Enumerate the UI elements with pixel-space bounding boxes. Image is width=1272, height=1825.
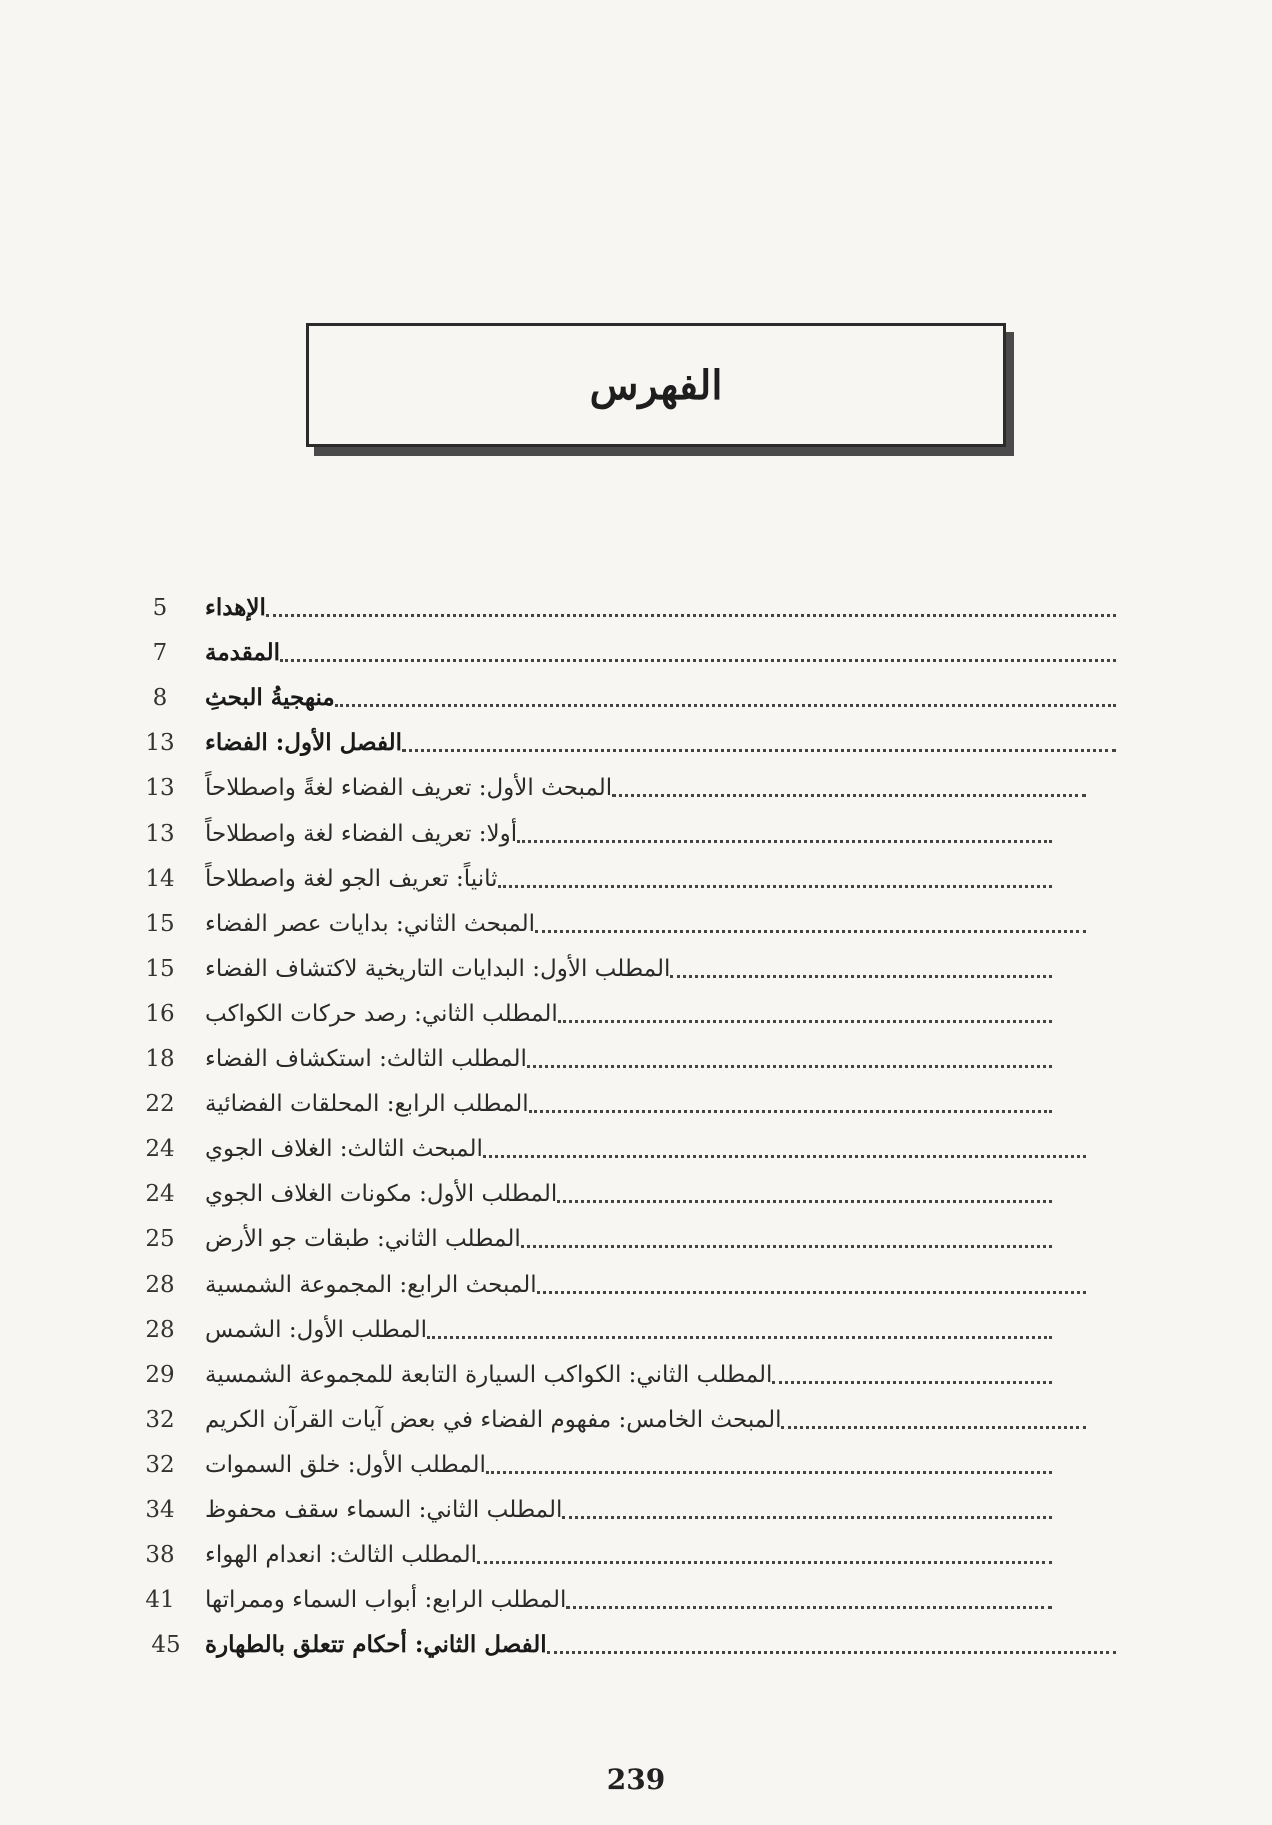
dot-leader — [266, 613, 1116, 617]
toc-entry-label: المطلب الثاني: طبقات جو الأرض — [205, 1226, 521, 1253]
dot-leader — [483, 1154, 1086, 1158]
dot-leader — [529, 1109, 1052, 1113]
dot-leader — [557, 1199, 1052, 1203]
toc-page-number: 14 — [145, 865, 175, 892]
toc-page-number: 13 — [145, 820, 175, 847]
dot-leader — [335, 703, 1116, 707]
toc-page-number: 22 — [145, 1091, 175, 1118]
dot-leader — [535, 929, 1086, 933]
toc-entry-label: المطلب الرابع: المحلقات الفضائية — [205, 1091, 529, 1118]
toc-entry — [205, 1446, 1062, 1484]
toc-entry — [205, 1311, 1062, 1349]
toc-entry — [205, 950, 1062, 988]
dot-leader — [402, 748, 1116, 752]
dot-leader — [781, 1425, 1086, 1429]
toc-row — [0, 856, 1272, 901]
dot-leader — [547, 1650, 1116, 1654]
toc-row — [0, 1036, 1272, 1081]
toc-row — [0, 1442, 1272, 1487]
toc-page-number: 18 — [145, 1046, 175, 1072]
toc-entry — [205, 1626, 1126, 1664]
toc-entry-label: المطلب الأول: البدايات التاريخية لاكتشاف الفضاء — [205, 955, 671, 982]
toc-row — [0, 765, 1272, 810]
toc-entry-label: ثانياً: تعريف الجو لغة واصطلاحاً — [205, 865, 498, 892]
toc-row — [0, 1081, 1272, 1126]
toc-page-number: 38 — [145, 1542, 175, 1569]
toc-entry-label: المطلب الثاني: رصد حركات الكواكب — [205, 1000, 558, 1027]
toc-page-number: 34 — [145, 1497, 175, 1523]
toc-entry — [205, 724, 1126, 762]
dot-leader — [517, 839, 1052, 843]
toc-entry — [205, 815, 1062, 853]
dot-leader — [498, 884, 1052, 888]
toc-row — [0, 1126, 1272, 1171]
toc-row — [0, 1262, 1272, 1307]
toc-entry — [205, 1581, 1062, 1619]
toc-page-number: 15 — [145, 955, 175, 982]
toc-row — [0, 675, 1272, 720]
toc-entry — [205, 1401, 1096, 1439]
toc-row — [0, 1352, 1272, 1397]
toc-row — [0, 1307, 1272, 1352]
toc-entry — [205, 905, 1096, 943]
toc-entry — [205, 1266, 1096, 1304]
toc-page-number: 15 — [145, 910, 175, 937]
toc-entry-label: منهجيةُ البحثِ — [205, 684, 335, 712]
dot-leader — [486, 1470, 1052, 1474]
toc-entry-label: الفصل الثاني: أحكام تتعلق بالطهارة — [205, 1631, 547, 1659]
toc-row — [0, 630, 1272, 675]
toc-page-number: 32 — [145, 1406, 175, 1433]
toc-entry-label: المطلب الثالث: انعدام الهواء — [205, 1542, 478, 1569]
toc-page-number: 25 — [145, 1226, 175, 1253]
dot-leader — [772, 1380, 1052, 1384]
toc-row — [0, 901, 1272, 946]
dot-leader — [521, 1244, 1052, 1248]
toc-entry — [205, 1536, 1062, 1574]
toc-entry-label: الفصل الأول: الفضاء — [205, 729, 403, 757]
toc-title: الفهرس — [589, 361, 723, 409]
toc-entry-label: المبحث الأول: تعريف الفضاء لغةً واصطلاحاً — [205, 775, 613, 802]
toc-title-box — [306, 323, 1006, 447]
toc-page-number: 13 — [145, 775, 175, 802]
toc-entry — [205, 1356, 1062, 1394]
toc-row — [0, 1397, 1272, 1442]
toc-entry — [205, 995, 1062, 1033]
toc-entry-label: الإهداء — [205, 594, 266, 621]
toc-entry — [205, 1175, 1062, 1213]
dot-leader — [477, 1560, 1052, 1564]
toc-entry-label: المبحث الثالث: الغلاف الجوي — [205, 1136, 483, 1163]
toc-row — [0, 1171, 1272, 1216]
toc-page-number: 29 — [145, 1361, 175, 1388]
toc-entry-label: المطلب الثاني: الكواكب السيارة التابعة للمجموعة الشمسية — [205, 1361, 773, 1388]
toc-entry-label: المطلب الثالث: استكشاف الفضاء — [205, 1046, 527, 1072]
toc-entry-label: المبحث الرابع: المجموعة الشمسية — [205, 1271, 537, 1298]
dot-leader — [566, 1605, 1052, 1609]
toc-row — [0, 1532, 1272, 1577]
toc-page-number: 7 — [152, 640, 168, 667]
toc-entry-label: أولا: تعريف الفضاء لغة واصطلاحاً — [205, 820, 518, 847]
toc-page-number: 5 — [152, 595, 168, 621]
page-number: 239 — [606, 1763, 666, 1796]
toc-row — [0, 1487, 1272, 1532]
toc-entry — [205, 1220, 1062, 1258]
toc-entry — [205, 1491, 1062, 1529]
toc-entry — [205, 769, 1096, 807]
toc-row — [0, 720, 1272, 765]
toc-row — [0, 1216, 1272, 1261]
toc-page-number: 16 — [145, 1000, 175, 1027]
toc-entry-label: المبحث الخامس: مفهوم الفضاء في بعض آيات القرآن الكريم — [205, 1406, 782, 1433]
dot-leader — [558, 1019, 1052, 1023]
dot-leader — [562, 1515, 1052, 1519]
toc-entry-label: المطلب الأول: الشمس — [205, 1316, 427, 1343]
toc-row — [0, 811, 1272, 856]
toc-entry-label: المطلب الثاني: السماء سقف محفوظ — [205, 1497, 563, 1523]
toc-page-number: 24 — [145, 1181, 175, 1208]
toc-page-number: 28 — [145, 1271, 175, 1298]
toc-page-number: 45 — [151, 1632, 181, 1659]
toc-row — [0, 1622, 1272, 1667]
dot-leader — [537, 1290, 1086, 1294]
toc-entry — [205, 1130, 1096, 1168]
toc-entry — [205, 1085, 1062, 1123]
dot-leader — [527, 1064, 1052, 1068]
toc-entry — [205, 679, 1126, 717]
toc-row — [0, 1577, 1272, 1622]
dot-leader — [670, 974, 1052, 978]
toc-entry-label: المطلب الأول: مكونات الغلاف الجوي — [205, 1181, 558, 1208]
toc-row — [0, 585, 1272, 630]
toc-page-number: 32 — [145, 1451, 175, 1478]
toc-page-number: 28 — [145, 1316, 175, 1343]
toc-page-number: 8 — [152, 685, 168, 712]
toc-page-number: 13 — [145, 730, 175, 757]
toc-entry-label: المقدمة — [205, 639, 281, 667]
toc-row — [0, 991, 1272, 1036]
toc-entry-label: المطلب الأول: خلق السموات — [205, 1451, 486, 1478]
toc-entry — [205, 634, 1126, 672]
toc-row — [0, 946, 1272, 991]
dot-leader — [427, 1335, 1052, 1339]
toc-entry-label: المبحث الثاني: بدايات عصر الفضاء — [205, 910, 536, 937]
toc-entry-label: المطلب الرابع: أبواب السماء وممراتها — [205, 1587, 567, 1614]
toc-entry — [205, 589, 1126, 627]
toc-page-number: 41 — [145, 1587, 175, 1614]
toc-entry — [205, 1040, 1062, 1078]
dot-leader — [612, 793, 1086, 797]
toc-entry — [205, 860, 1062, 898]
toc-page-number: 24 — [145, 1136, 175, 1163]
dot-leader — [280, 658, 1116, 662]
